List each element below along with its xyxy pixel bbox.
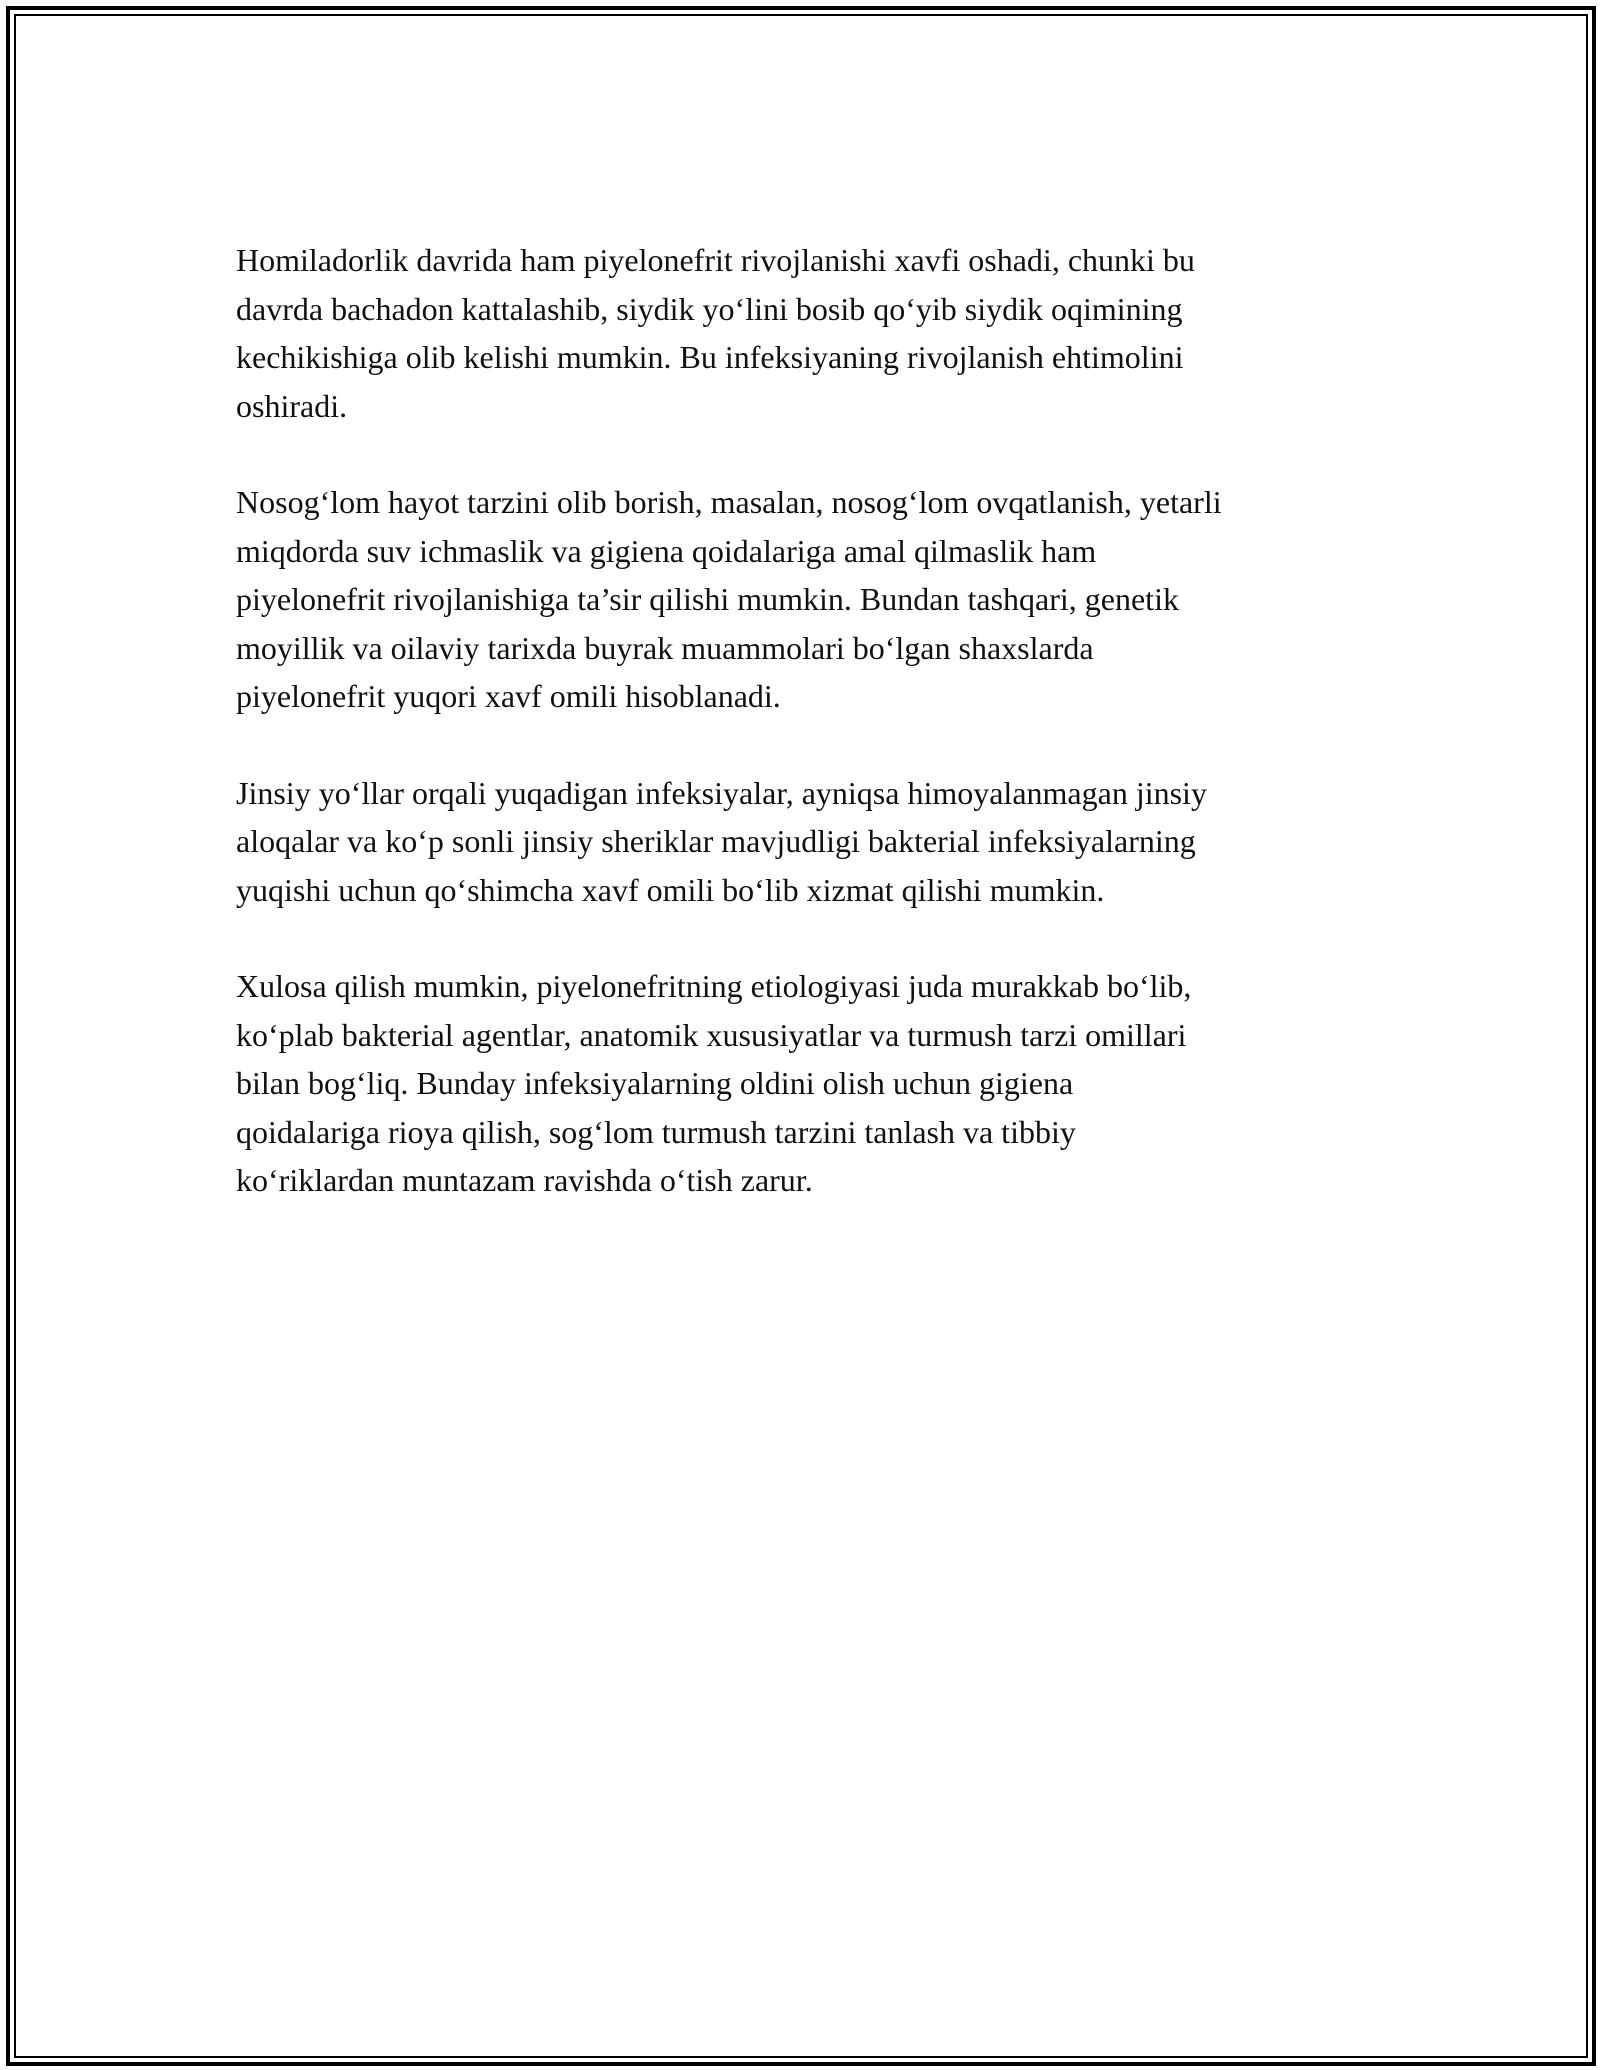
text-line: yuqishi uchun qo‘shimcha xavf omili bo‘lib xizmat qilishi mumkin. — [236, 871, 1105, 908]
text-line: kechikishiga olib kelishi mumkin. Bu infeksiyaning rivojlanish ehtimolini — [236, 339, 1184, 375]
text-line: aloqalar va ko‘p sonli jinsiy sheriklar mavjudligi bakterial infeksiyalarning — [236, 823, 1196, 859]
paragraph — [236, 769, 1376, 915]
text-line: moyillik va oilaviy tarixda buyrak muammolari bo‘lgan shaxslarda — [236, 629, 1094, 666]
text-line: qoidalariga rioya qilish, sog‘lom turmush tarzini tanlash va tibbiy — [236, 1113, 1076, 1150]
paragraph — [236, 236, 1376, 430]
text-line: Nosog‘lom hayot tarzini olib borish, masalan, nosog‘lom ovqatlanish, yetarli — [236, 484, 1222, 520]
paragraph — [236, 478, 1376, 721]
text-line: Jinsiy yo‘llar orqali yuqadigan infeksiyalar, ayniqsa himoyalanmagan jinsiy — [236, 774, 1207, 811]
text-line: davrda bachadon kattalashib, siydik yo‘lini bosib qo‘yib siydik oqimining — [236, 290, 1183, 327]
text-line: miqdorda suv ichmaslik va gigiena qoidalariga amal qilmaslik ham — [236, 532, 1097, 569]
text-line: ko‘plab bakterial agentlar, anatomik xususiyatlar va turmush tarzi omillari — [236, 1016, 1187, 1053]
text-line: Homiladorlik davrida ham piyelonefrit rivojlanishi xavfi oshadi, chunki bu — [236, 242, 1195, 278]
text-line: ko‘riklardan muntazam ravishda o‘tish zarur. — [236, 1162, 813, 1198]
text-line: bilan bog‘liq. Bunday infeksiyalarning oldini olish uchun gigiena — [236, 1065, 1074, 1101]
text-line: piyelonefrit rivojlanishiga ta’sir qilishi mumkin. Bundan tashqari, genetik — [236, 581, 1179, 617]
text-line: Xulosa qilish mumkin, piyelonefritning etiologiyasi juda murakkab bo‘lib, — [236, 968, 1192, 1004]
document-body — [236, 236, 1376, 1253]
paragraph — [236, 962, 1376, 1205]
text-line: oshiradi. — [236, 387, 348, 424]
text-line: piyelonefrit yuqori xavf omili hisoblanadi. — [236, 678, 781, 714]
